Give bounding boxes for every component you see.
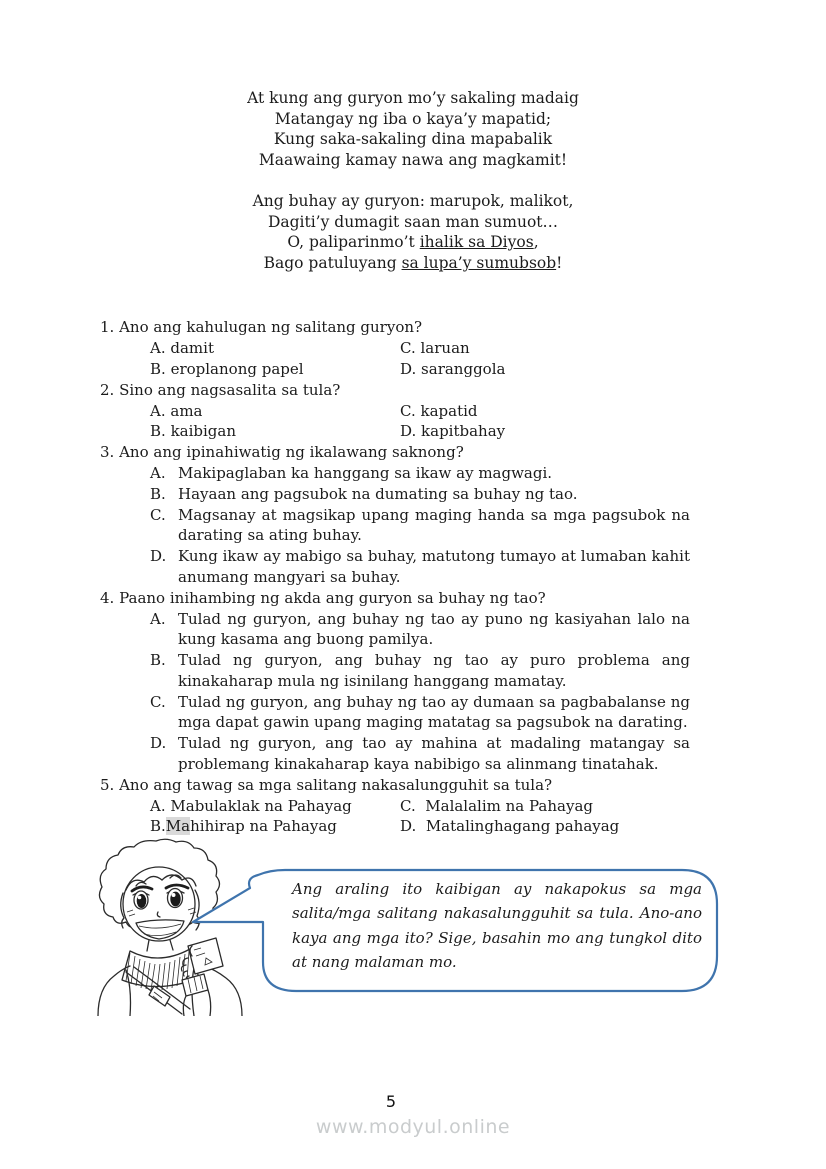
- choice-row: [100, 401, 690, 422]
- choice-text: ama: [170, 401, 203, 420]
- choice-5c: [400, 796, 690, 817]
- choice-label: A.: [150, 339, 166, 358]
- choice-text: eroplanong papel: [170, 359, 304, 378]
- question-number: 3.: [100, 443, 115, 462]
- question-number: 4.: [100, 588, 115, 607]
- choice-label: D.: [400, 359, 417, 378]
- choice-4c: [100, 692, 690, 734]
- choice-3b: [100, 484, 690, 505]
- choice-text: Hayaan ang pagsubok na dumating sa buhay ng tao.: [178, 484, 578, 503]
- underlined-phrase: sa lupa’y sumubsob: [401, 253, 557, 272]
- choice-label: B.: [150, 651, 166, 670]
- poem: [0, 0, 826, 273]
- choice-text: kapatid: [420, 401, 478, 420]
- choice-label: D.: [400, 422, 417, 441]
- question-2: [100, 380, 690, 401]
- choice-text: laruan: [420, 339, 470, 358]
- choice-text: Tulad ng guryon, ang buhay ng tao ay dumaan sa pagbabalanse ng mga dapat gawin upang maging matatag sa pagsubok na darating.: [178, 692, 690, 732]
- choice-row: [100, 338, 690, 359]
- choice-text: Tulad ng guryon, ang tao ay mahina at madaling matangay sa problemang kinakaharap kaya nabibigo sa alinmang tinatahak.: [178, 734, 690, 774]
- choice-text: Malalalim na Pahayag: [425, 796, 593, 815]
- choice-1c: [400, 338, 690, 359]
- choice-label: C.: [400, 401, 416, 420]
- choice-label: C.: [400, 796, 416, 815]
- choice-label: A.: [150, 796, 166, 815]
- choice-3d: [100, 546, 690, 588]
- choice-4d: [100, 733, 690, 775]
- question-text: Ano ang tawag sa mga salitang nakasalungguhit sa tula?: [119, 775, 553, 794]
- highlighted-text: Ma: [165, 817, 191, 836]
- choice-4a: [100, 609, 690, 651]
- choice-5d: [400, 816, 690, 837]
- choice-label: B.: [150, 484, 166, 503]
- question-number: 2.: [100, 380, 115, 399]
- choice-2b: [150, 421, 400, 442]
- choice-5a: [150, 796, 400, 817]
- choice-text: Tulad ng guryon, ang buhay ng tao ay puro problema ang kinakaharap mula ng isinilang hanggang mamatay.: [178, 651, 690, 690]
- choice-2c: [400, 401, 690, 422]
- poem-text: O, paliparinmo’t: [287, 233, 420, 252]
- choice-text: Tulad ng guryon, ang buhay ng tao ay puno ng kasiyahan lalo na kung kasama ang buong pamilya.: [178, 609, 690, 649]
- choice-row: [100, 421, 690, 442]
- choice-row: [100, 796, 690, 817]
- poem-line: Ang buhay ay guryon: marupok, malikot,: [252, 191, 574, 210]
- poem-text: !: [556, 253, 563, 272]
- choice-label: C.: [150, 505, 166, 524]
- choice-text: Magsanay at magsikap upang maging handa sa mga pagsubok na darating sa ating buhay.: [178, 505, 690, 545]
- question-4: [100, 588, 690, 609]
- choice-5b: [150, 816, 400, 837]
- choice-text: Matalinghagang pahayag: [425, 817, 620, 836]
- poem-line: At kung ang guryon mo’y sakaling madaig: [247, 89, 579, 107]
- choice-label: C.: [150, 692, 166, 711]
- question-number: 5.: [100, 775, 115, 794]
- question-text: Ano ang kahulugan ng salitang guryon?: [119, 318, 423, 337]
- choice-1d: [400, 359, 690, 380]
- poem-line: Kung saka-sakaling dina mapabalik: [273, 130, 553, 149]
- question-number: 1.: [100, 318, 115, 337]
- poem-line: Matangay ng iba o kaya’y mapatid;: [274, 109, 552, 128]
- poem-text: ,: [533, 233, 539, 252]
- choice-3c: [100, 505, 690, 547]
- choice-2a: [150, 401, 400, 422]
- underlined-phrase: ihalik sa Diyos: [419, 233, 534, 252]
- choice-row: [100, 816, 690, 837]
- stanza-gap: [0, 170, 826, 191]
- choice-text: kapitbahay: [421, 422, 506, 441]
- choice-label: B.: [150, 359, 166, 378]
- poem-line: [0, 253, 826, 274]
- question-5: [100, 775, 690, 796]
- questions-section: [100, 317, 690, 837]
- choice-3a: [100, 463, 690, 484]
- poem-text: Bago patuluyang: [263, 253, 402, 272]
- choice-label: C.: [400, 339, 416, 358]
- speech-bubble-text: Ang araling ito kaibigan ay nakapokus sa mga salita/mga salitang nakasalungguhit sa tula. Ano-ano kaya ang mga ito? Sige, basahin mo ang tungkol dito at nang malaman mo.: [292, 880, 702, 972]
- choice-4b: [100, 650, 690, 692]
- choice-1a: [150, 338, 400, 359]
- choice-label: A.: [150, 401, 166, 420]
- question-3: [100, 442, 690, 463]
- choice-2d: [400, 421, 690, 442]
- watermark: www.modyul.online: [315, 1116, 511, 1138]
- choice-text: Makipaglaban ka hanggang sa ikaw ay magwagi.: [178, 463, 553, 482]
- question-text: Paano inihambing ng akda ang guryon sa buhay ng tao?: [119, 588, 546, 607]
- choice-text: Mabulaklak na Pahayag: [170, 796, 352, 815]
- poem-line: [0, 232, 826, 253]
- choice-label: A.: [150, 609, 166, 628]
- choice-1b: [150, 359, 400, 380]
- question-text: Ano ang ipinahiwatig ng ikalawang saknong?: [119, 443, 464, 462]
- choice-label: D.: [150, 547, 167, 566]
- choice-label: B.: [150, 817, 166, 836]
- choice-label: D.: [150, 734, 167, 753]
- choice-row: [100, 359, 690, 380]
- choice-label: B.: [150, 422, 166, 441]
- choice-text: Kung ikaw ay mabigo sa buhay, matutong tumayo at lumaban kahit anumang mangyari sa buhay.: [178, 547, 690, 586]
- poem-line: Dagiti’y dumagit saan man sumuot…: [267, 212, 559, 231]
- choice-text: hihirap na Pahayag: [190, 817, 337, 836]
- choice-label: A.: [150, 463, 166, 482]
- choice-label: D.: [400, 817, 417, 836]
- page-number: 5: [385, 1092, 397, 1111]
- poem-line: Maawaing kamay nawa ang magkamit!: [258, 150, 568, 169]
- question-text: Sino ang nagsasalita sa tula?: [119, 380, 341, 399]
- choice-text: kaibigan: [170, 422, 237, 441]
- choice-text: saranggola: [421, 359, 506, 378]
- choice-text: damit: [170, 339, 214, 358]
- question-1: [100, 317, 690, 338]
